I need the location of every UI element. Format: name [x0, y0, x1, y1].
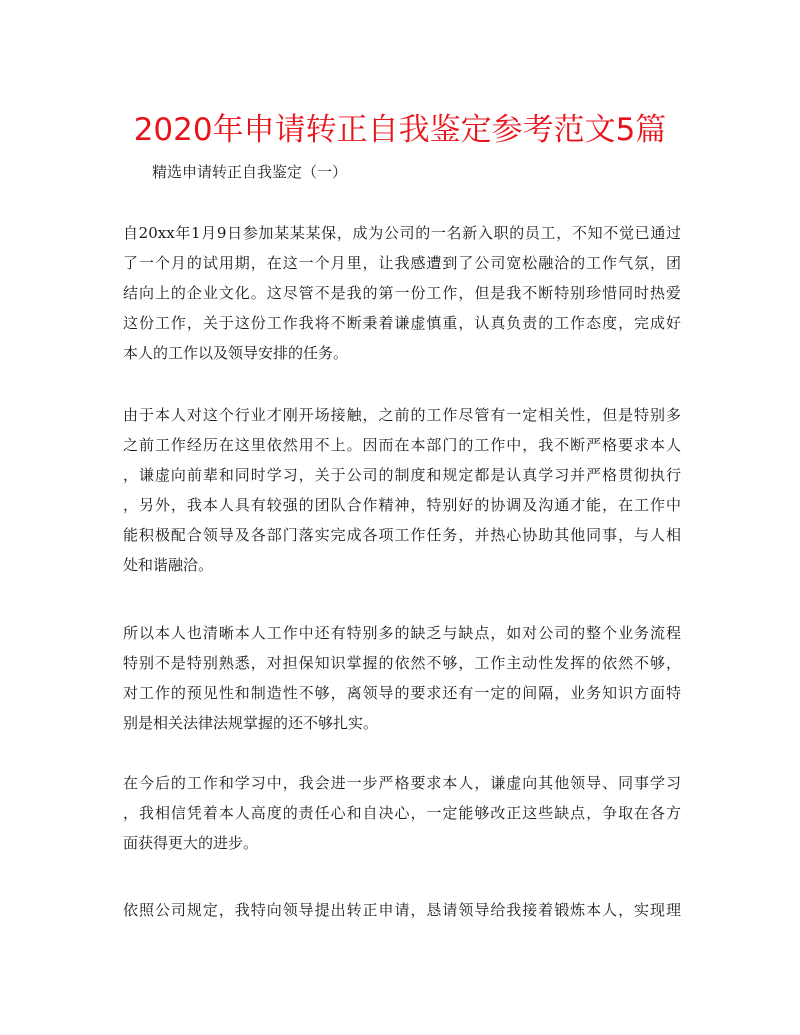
paragraph-4 [123, 768, 681, 858]
paragraph-line: 在今后的工作和学习中，我会进一步严格要求本人，谦虚向其他领导、同事学习 [123, 774, 681, 792]
paragraph-line: 本人的工作以及领导安排的任务。 [123, 344, 349, 362]
paragraph-line: 自20xx年1月9日参加某某某保，成为公司的一名新入职的员工，不知不觉已通过 [123, 224, 681, 242]
paragraph-line: 这份工作，关于这份工作我将不断秉着谦虚慎重，认真负责的工作态度，完成好 [123, 314, 681, 332]
paragraph-line: 能积极配合领导及各部门落实完成各项工作任务，并热心协助其他同事，与人相 [123, 526, 681, 544]
paragraph-3 [123, 618, 681, 738]
paragraph-line: 由于本人对这个行业才刚开场接触，之前的工作尽管有一定相关性，但是特别多 [123, 406, 681, 424]
paragraph-1 [123, 218, 681, 368]
paragraph-line: 对工作的预见性和制造性不够，离领导的要求还有一定的间隔，业务知识方面特 [123, 684, 681, 702]
paragraph-line: 处和谐融洽。 [123, 556, 214, 574]
paragraph-line: 特别不是特别熟悉，对担保知识掌握的依然不够，工作主动性发挥的依然不够， [123, 654, 681, 672]
paragraph-line: 别是相关法律法规掌握的还不够扎实。 [123, 714, 379, 732]
section-subtitle: 精选申请转正自我鉴定（一） [152, 163, 348, 181]
paragraph-line: 之前工作经历在这里依然用不上。因而在本部门的工作中，我不断严格要求本人 [123, 436, 681, 454]
paragraph-2 [123, 400, 681, 580]
paragraph-5 [123, 895, 681, 925]
paragraph-line: ，另外，我本人具有较强的团队合作精神，特别好的协调及沟通才能，在工作中 [123, 496, 681, 514]
paragraph-line: 结向上的企业文化。这尽管不是我的第一份工作，但是我不断特别珍惜同时热爱 [123, 284, 681, 302]
paragraph-line: 面获得更大的进步。 [123, 834, 259, 852]
paragraph-line: 了一个月的试用期，在这一个月里，让我感遭到了公司宽松融洽的工作气氛，团 [123, 254, 681, 272]
document-title: 2020年申请转正自我鉴定参考范文5篇 [133, 112, 667, 148]
paragraph-line: 所以本人也清晰本人工作中还有特别多的缺乏与缺点，如对公司的整个业务流程 [123, 624, 681, 642]
paragraph-line: ，我相信凭着本人高度的责任心和自决心，一定能够改正这些缺点，争取在各方 [123, 804, 681, 822]
paragraph-line: ，谦虚向前辈和同时学习，关于公司的制度和规定都是认真学习并严格贯彻执行 [123, 466, 681, 484]
paragraph-line: 依照公司规定，我特向领导提出转正申请，恳请领导给我接着锻炼本人，实现理 [123, 901, 681, 919]
